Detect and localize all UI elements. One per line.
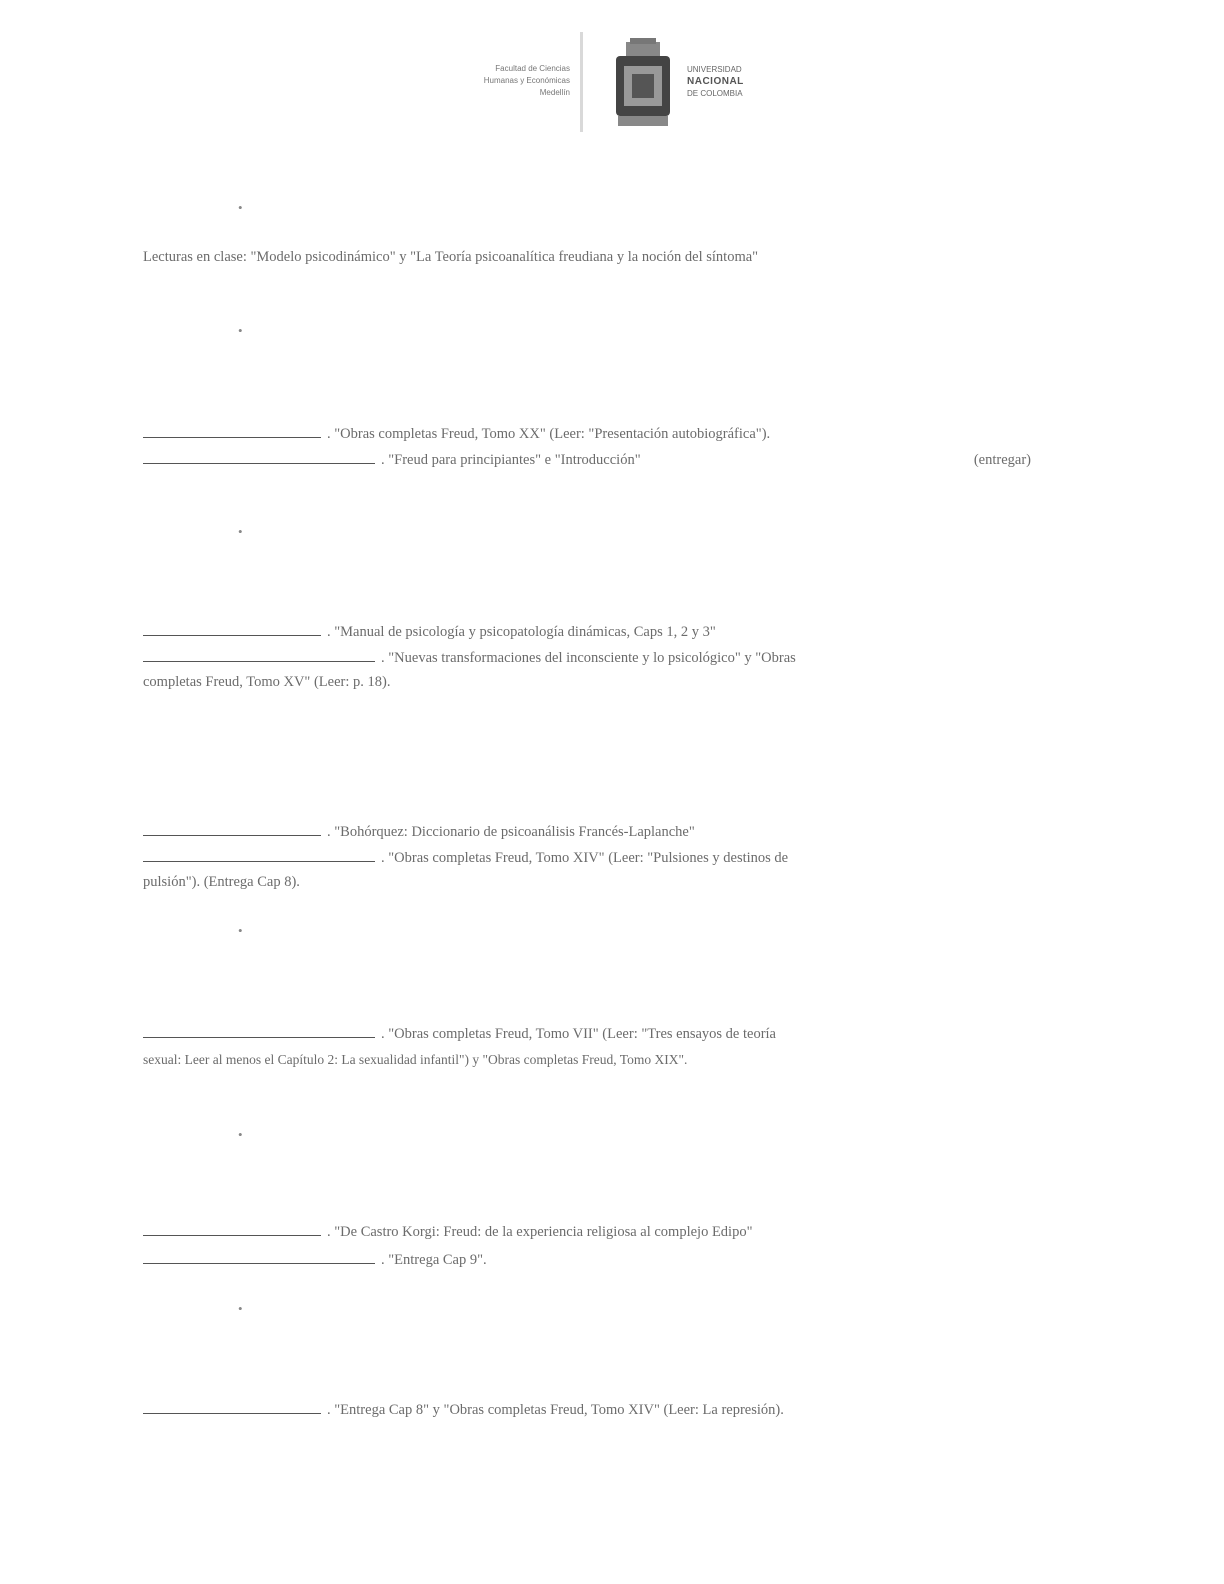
bullet-marker: •	[238, 524, 243, 539]
reference-entry	[143, 450, 1071, 472]
reference-continuation: pulsión"). (Entrega Cap 8).	[143, 874, 300, 890]
reference-trailing-note: (entregar)	[973, 452, 1031, 468]
author-blank-rule	[143, 1037, 375, 1038]
reference-entry	[143, 1400, 1071, 1422]
author-blank-rule	[143, 463, 375, 464]
author-blank-rule	[143, 1263, 375, 1264]
bullet-marker: •	[238, 1301, 243, 1316]
author-blank-rule	[143, 1413, 321, 1414]
university-line-2: NACIONAL	[687, 76, 744, 87]
reference-continuation: sexual: Leer al menos el Capítulo 2: La sexualidad infantil") y "Obras completas Freud, Tomo XIX".	[143, 1052, 688, 1067]
reference-text: . "Nuevas transformaciones del inconsciente y lo psicológico" y "Obras	[381, 650, 796, 666]
author-blank-rule	[143, 835, 321, 836]
university-seal-icon	[608, 36, 678, 132]
bullet-marker: •	[238, 923, 243, 938]
reference-entry	[143, 1024, 1071, 1046]
reference-text: . "De Castro Korgi: Freud: de la experiencia religiosa al complejo Edipo"	[327, 1224, 753, 1240]
university-line-3: DE COLOMBIA	[687, 89, 743, 98]
reference-continuation: completas Freud, Tomo XV" (Leer: p. 18).	[143, 674, 391, 690]
reference-entry	[143, 822, 1071, 844]
reference-entry	[143, 848, 1071, 870]
author-blank-rule	[143, 635, 321, 636]
reference-entry	[143, 1222, 1071, 1244]
faculty-line-2: Humanas y Económicas	[483, 76, 570, 85]
author-blank-rule	[143, 661, 375, 662]
reference-text: . "Obras completas Freud, Tomo VII" (Leer: "Tres ensayos de teoría	[381, 1026, 776, 1042]
faculty-line-3: Medellín	[539, 88, 570, 97]
class-readings-text: Lecturas en clase: "Modelo psicodinámico" y "La Teoría psicoanalítica freudiana y la noción del síntoma"	[143, 249, 759, 265]
university-name	[687, 64, 744, 100]
reference-text: . "Obras completas Freud, Tomo XX" (Leer: "Presentación autobiográfica").	[327, 426, 771, 442]
bullet-marker: •	[238, 1127, 243, 1142]
letterhead	[380, 30, 840, 134]
reference-text: . "Manual de psicología y psicopatología dinámicas, Caps 1, 2 y 3"	[327, 624, 716, 640]
reference-text: . "Entrega Cap 8" y "Obras completas Freud, Tomo XIV" (Leer: La represión).	[327, 1402, 784, 1418]
author-blank-rule	[143, 1235, 321, 1236]
bullet-marker: •	[238, 323, 243, 338]
header-divider	[580, 32, 583, 132]
reference-text: . "Bohórquez: Diccionario de psicoanálisis Francés-Laplanche"	[327, 824, 695, 840]
reference-entry	[143, 1250, 1071, 1272]
author-blank-rule	[143, 861, 375, 862]
faculty-line-1: Facultad de Ciencias	[495, 64, 570, 73]
bullet-marker: •	[238, 200, 243, 215]
faculty-name	[484, 63, 570, 99]
author-blank-rule	[143, 437, 321, 438]
reference-entry	[143, 648, 1071, 670]
reference-text: . "Entrega Cap 9".	[381, 1252, 487, 1268]
reference-entry	[143, 424, 1071, 446]
reference-entry	[143, 622, 1071, 644]
reference-text: . "Obras completas Freud, Tomo XIV" (Leer: "Pulsiones y destinos de	[381, 850, 789, 866]
reference-text: . "Freud para principiantes" e "Introducción"	[381, 452, 641, 468]
university-line-1: UNIVERSIDAD	[687, 65, 742, 74]
